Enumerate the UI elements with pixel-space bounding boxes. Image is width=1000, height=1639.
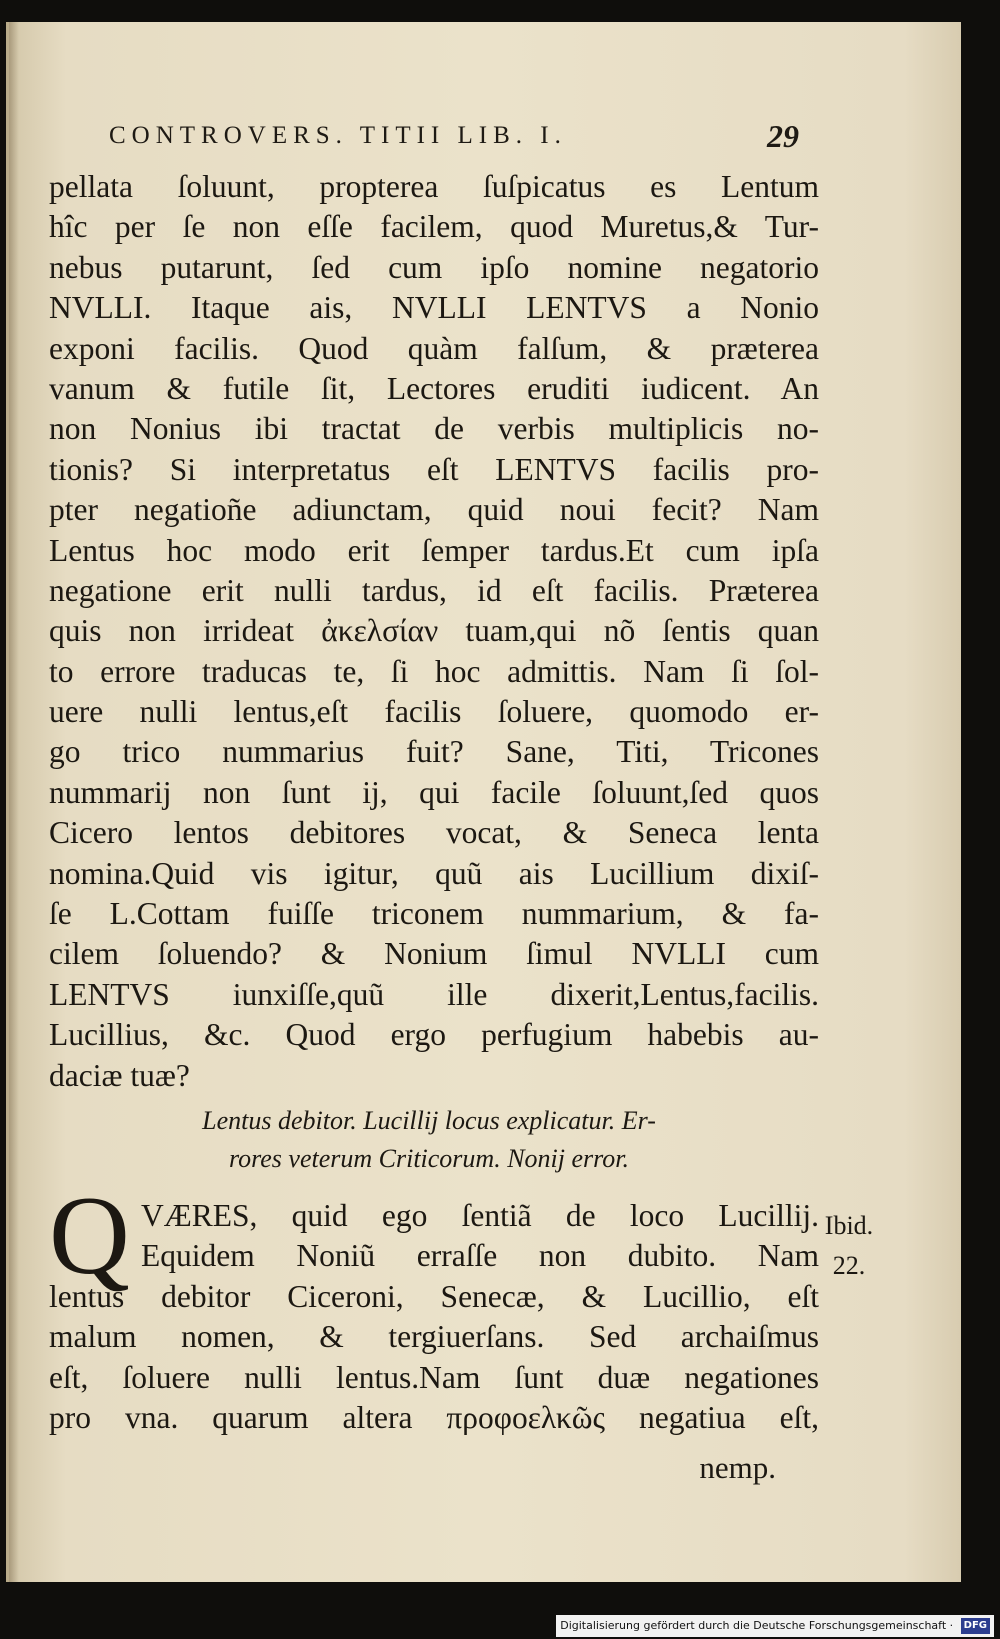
text-line: Lucillius, &c. Quod ergo perfugium habebis au- <box>49 1017 819 1053</box>
page-number: 29 <box>767 118 799 154</box>
drop-cap: Q <box>49 1174 130 1298</box>
text-line: non Nonius ibi tractat de verbis multiplicis no- <box>49 411 819 447</box>
paragraph-2 <box>49 1174 819 1438</box>
text-line: to errore traducas te, ſi hoc admittis. Nam ſi ſol- <box>49 653 819 689</box>
running-head <box>109 118 799 162</box>
running-title: CONTROVERS. TITII LIB. I. <box>109 122 567 149</box>
digitization-credit <box>556 1615 994 1637</box>
section-heading-line: rores veterum Criticorum. Nonij error. <box>228 1144 630 1173</box>
text-line: eſt, ſoluere nulli lentus.Nam ſunt duæ negationes <box>49 1359 819 1395</box>
text-line: VÆRES, quid ego ſentiã de loco Lucillij. <box>141 1198 819 1233</box>
marginal-ref: Ibid. <box>824 1211 874 1240</box>
text-line: nebus putarunt, ſed cum ipſo nomine negatorio <box>49 249 819 285</box>
text-line: Equidem Noniũ erraſſe non dubito. Nam <box>141 1238 819 1274</box>
text-line: nomina.Quid vis igitur, quũ ais Lucillium dixiſ- <box>49 855 819 891</box>
text-line: Lentus hoc modo erit ſemper tardus.Et cum ipſa <box>49 532 819 568</box>
text-line: negatione erit nulli tardus, id eſt facilis. Præterea <box>49 572 819 608</box>
text-line: exponi facilis. Quod quàm falſum, & præterea <box>49 330 819 366</box>
text-line: ſe L.Cottam fuiſſe triconem nummarium, & fa- <box>49 896 819 932</box>
text-line: lentus debitor Ciceroni, Senecæ, & Lucillio, eſt <box>49 1278 819 1314</box>
spine-shadow <box>9 22 19 1582</box>
marginal-note <box>809 1206 889 1286</box>
paragraph-1 <box>49 167 819 1096</box>
text-line: LENTVS iunxiſſe,quũ ille dixerit,Lentus,facilis. <box>49 976 819 1012</box>
text-line: pter negatioñe adiunctam, quid noui fecit? Nam <box>49 492 819 528</box>
text-line: pellata ſoluunt, propterea ſuſpicatus es Lentum <box>49 169 819 204</box>
section-heading-line: Lentus debitor. Lucillij locus explicatur. Er- <box>202 1106 656 1135</box>
text-line: tionis? Si interpretatus eſt LENTVS facilis pro- <box>49 451 819 487</box>
catchword: nemp. <box>699 1450 776 1485</box>
section-heading <box>79 1102 779 1178</box>
text-line: go trico nummarius fuit? Sane, Titi, Tricones <box>49 734 819 770</box>
text-line: uere nulli lentus,eſt facilis ſoluere, quomodo er- <box>49 694 819 730</box>
text-line: NVLLI. Itaque ais, NVLLI LENTVS a Nonio <box>49 290 819 326</box>
text-line: pro vna. quarum altera προφοελκῶς negatiua eſt, <box>49 1399 819 1435</box>
dfg-logo: DFG <box>961 1618 990 1634</box>
text-line: Cicero lentos debitores vocat, & Seneca lenta <box>49 815 819 851</box>
text-line: malum nomen, & tergiuerſans. Sed archaiſmus <box>49 1319 819 1355</box>
text-line: hîc per ſe non eſſe facilem, quod Muretus,& Tur- <box>49 209 819 245</box>
book-page <box>6 22 961 1582</box>
text-line: vanum & futile ſit, Lectores eruditi iudicent. An <box>49 370 819 406</box>
text-line: daciæ tuæ? <box>49 1057 190 1093</box>
text-line: nummarij non ſunt ij, qui facile ſoluunt,ſed quos <box>49 774 819 810</box>
text-line: quis non irrideat ἀκελσίαν tuam,qui nõ ſentis quan <box>49 613 819 649</box>
marginal-number: 22. <box>832 1251 866 1280</box>
credit-text: Digitalisierung gefördert durch die Deutsche Forschungsgemeinschaft · <box>560 1619 954 1632</box>
text-line: cilem ſoluendo? & Nonium ſimul NVLLI cum <box>49 936 819 972</box>
